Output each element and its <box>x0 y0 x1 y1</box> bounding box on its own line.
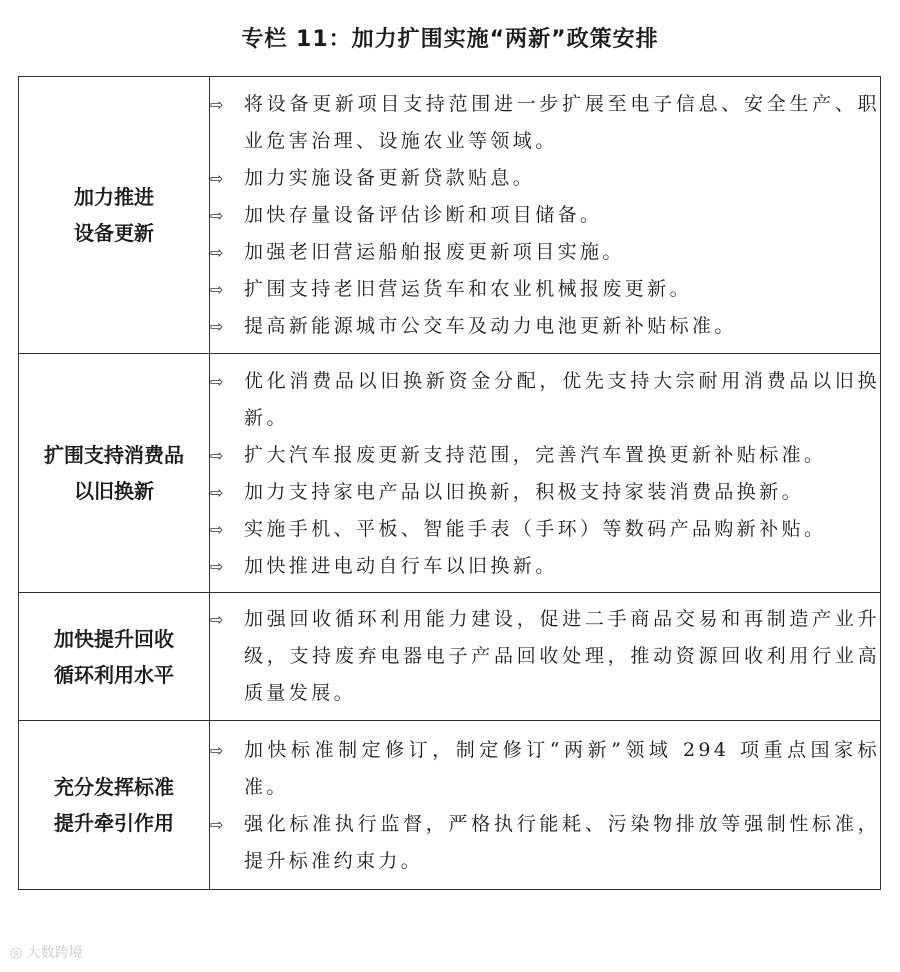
item-text: 加快推进电动自行车以旧换新。 <box>244 555 558 577</box>
right-arrow-outline-icon: ⇨ <box>210 483 224 502</box>
right-arrow-outline-icon: ⇨ <box>210 741 224 760</box>
right-arrow-outline-icon: ⇨ <box>210 815 224 834</box>
section-row-recycling <box>19 593 881 721</box>
right-arrow-outline-icon: ⇨ <box>210 206 224 225</box>
item-text: 提高新能源城市公交车及动力电池更新补贴标准。 <box>244 315 737 337</box>
category-cell <box>19 593 210 721</box>
item-text: 加强老旧营运船舶报废更新项目实施。 <box>244 241 625 263</box>
category-cell <box>19 77 210 354</box>
right-arrow-outline-icon: ⇨ <box>210 169 224 188</box>
category-label-line: 提升牵引作用 <box>54 811 174 835</box>
right-arrow-outline-icon: ⇨ <box>210 446 224 465</box>
list-item <box>210 806 880 880</box>
list-item <box>210 548 880 585</box>
category-label-line: 充分发挥标准 <box>54 775 174 799</box>
list-item <box>210 601 880 712</box>
item-text: 将设备更新项目支持范围进一步扩展至电子信息、安全生产、职业危害治理、设施农业等领域。 <box>244 93 880 152</box>
list-item <box>210 308 880 345</box>
item-text: 加快存量设备评估诊断和项目储备。 <box>244 204 603 226</box>
items-cell <box>210 721 881 890</box>
right-arrow-outline-icon: ⇨ <box>210 557 224 576</box>
list-item <box>210 511 880 548</box>
list-item <box>210 732 880 806</box>
category-label-line: 设备更新 <box>74 221 154 245</box>
list-item <box>210 271 880 308</box>
items-cell <box>210 593 881 721</box>
list-item <box>210 234 880 271</box>
section-row-standards <box>19 721 881 890</box>
right-arrow-outline-icon: ⇨ <box>210 95 224 114</box>
section-row-equipment <box>19 77 881 354</box>
category-label-line: 加力推进 <box>74 185 154 209</box>
right-arrow-outline-icon: ⇨ <box>210 610 224 629</box>
right-arrow-outline-icon: ⇨ <box>210 243 224 262</box>
item-text: 强化标准执行监督，严格执行能耗、污染物排放等强制性标准，提升标准约束力。 <box>244 813 880 872</box>
items-cell <box>210 354 881 593</box>
category-cell <box>19 721 210 890</box>
right-arrow-outline-icon: ⇨ <box>210 317 224 336</box>
category-label-line: 扩围支持消费品 <box>44 443 184 467</box>
list-item <box>210 363 880 437</box>
item-text: 加强回收循环利用能力建设，促进二手商品交易和再制造产业升级，支持废弃电器电子产品回收处理，推动资源回收利用行业高质量发展。 <box>244 608 880 704</box>
items-cell <box>210 77 881 354</box>
list-item <box>210 437 880 474</box>
watermark-text: 大数跨境 <box>26 945 83 961</box>
category-cell <box>19 354 210 593</box>
item-text: 扩围支持老旧营运货车和农业机械报废更新。 <box>244 278 693 300</box>
watermark-logo-icon: ◎ <box>10 945 23 961</box>
section-row-consumer-goods <box>19 354 881 593</box>
item-text: 优化消费品以旧换新资金分配，优先支持大宗耐用消费品以旧换新。 <box>244 370 880 429</box>
category-label-line: 以旧换新 <box>74 479 154 503</box>
column-title: 专栏 11：加力扩围实施“两新”政策安排 <box>241 27 659 52</box>
list-item <box>210 197 880 234</box>
item-text: 加快标准制定修订，制定修订“两新”领域 294 项重点国家标准。 <box>244 739 880 798</box>
right-arrow-outline-icon: ⇨ <box>210 520 224 539</box>
category-label-line: 加快提升回收 <box>54 626 174 651</box>
list-item <box>210 86 880 160</box>
policy-table <box>18 76 881 890</box>
item-text: 加力支持家电产品以旧换新，积极支持家装消费品换新。 <box>244 481 805 503</box>
right-arrow-outline-icon: ⇨ <box>210 280 224 299</box>
right-arrow-outline-icon: ⇨ <box>210 372 224 391</box>
item-text: 加力实施设备更新贷款贴息。 <box>244 167 536 189</box>
item-text: 实施手机、平板、智能手表（手环）等数码产品购新补贴。 <box>244 518 827 540</box>
list-item <box>210 474 880 511</box>
category-label-line: 循环利用水平 <box>54 662 174 687</box>
item-text: 扩大汽车报废更新支持范围，完善汽车置换更新补贴标准。 <box>244 444 827 466</box>
list-item <box>210 160 880 197</box>
watermark <box>10 942 83 964</box>
